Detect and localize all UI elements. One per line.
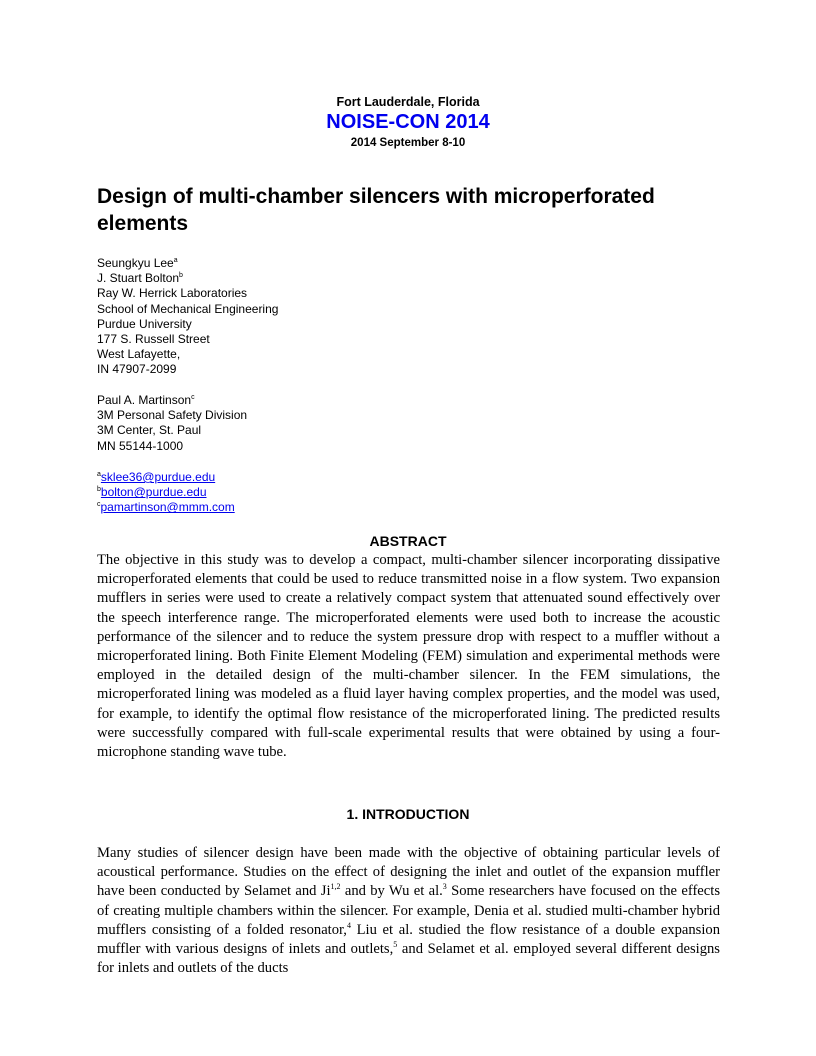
email-link[interactable]: bolton@purdue.edu — [100, 485, 207, 500]
citation-superscript: 3 — [442, 882, 447, 892]
author-line — [97, 271, 278, 286]
author-name: Seungkyu Lee — [97, 256, 174, 270]
abstract-heading: ABSTRACT — [369, 533, 447, 549]
paper-title: Design of multi-chamber silencers with microperforated elements — [97, 185, 655, 235]
affiliation-line: 3M Personal Safety Division — [97, 408, 248, 423]
email-link[interactable]: sklee36@purdue.edu — [100, 470, 216, 484]
affiliation-line: Ray W. Herrick Laboratories — [97, 286, 248, 301]
citation-superscript: 5 — [393, 940, 398, 950]
email-superscript: c — [97, 501, 101, 509]
intro-text-segment: and Selamet et al. employed several different designs for inlets and outlets of the ducts — [97, 941, 720, 977]
author-superscript: b — [179, 272, 183, 280]
intro-text-segment: and by Wu et al. — [340, 883, 443, 900]
introduction-heading: 1. INTRODUCTION — [346, 806, 470, 822]
affiliation-line: West Lafayette, — [97, 347, 181, 362]
author-name: Paul A. Martinson — [97, 393, 192, 407]
affiliation-line: Purdue University — [97, 316, 192, 331]
affiliation-line: 3M Center, St. Paul — [97, 423, 202, 438]
author-superscript: a — [173, 257, 178, 264]
author-block-2 — [97, 393, 247, 454]
email-line — [97, 485, 235, 500]
author-block — [97, 256, 278, 378]
email-block — [97, 470, 235, 516]
conference-dates: 2014 September 8-10 — [350, 137, 466, 149]
citation-superscript: 1,2 — [330, 882, 341, 892]
affiliation-line: School of Mechanical Engineering — [97, 301, 279, 316]
introduction-text — [97, 844, 720, 978]
author-line — [97, 256, 278, 271]
email-line — [97, 470, 235, 485]
email-line — [97, 500, 235, 515]
citation-superscript: 4 — [346, 920, 351, 930]
intro-text-segment: Some researchers have focused on the effects of creating multiple chambers within the silencer. For example, Denia et al. studied multi-chamber hybrid mufflers consisting of a folded resonator, — [97, 883, 720, 938]
affiliation-line: IN 47907-2099 — [97, 362, 177, 377]
affiliation-line: 177 S. Russell Street — [97, 332, 210, 347]
intro-text-segment: Many studies of silencer design have been made with the objective of obtaining particular levels of acoustical performance. Studies on the effect of designing the inlet and outlet of the expansion muffler have been conducted by Selamet and Ji — [97, 845, 720, 900]
email-link[interactable]: pamartinson@mmm.com — [100, 500, 235, 515]
conference-location: Fort Lauderdale, Florida — [336, 95, 480, 109]
conference-name: NOISE-CON 2014 — [326, 111, 490, 133]
author-line — [97, 393, 247, 408]
intro-text-segment: Liu et al. studied the flow resistance of a double expansion muffler with various designs of inlets and outlets, — [97, 921, 720, 958]
abstract-text: The objective in this study was to develop a compact, multi-chamber silencer incorporating dissipative microperforated elements that could be used to reduce transmitted noise in a flow system. Two expansion mufflers in series were used to create a relatively compact system that attenuated sound effectively over the speech interference range. The microperforated elements were used both to increase the acoustic performance of the silencer and to reduce the system pressure drop with respect to a muffler without a microperforated lining. Both Finite Element Modeling (FEM) simulation and experimental methods were employed in the detailed design of the multi-chamber silencer. In the FEM simulations, the microperforated lining was modeled as a fluid layer having complex properties, and the model was used, for example, to identify the optimal flow resistance of the microperforated lining. The predicted results were successfully compared with full-scale experimental results that were obtained by using a four-microphone standing wave tube. — [97, 552, 720, 761]
author-superscript: c — [191, 394, 195, 401]
email-superscript: b — [97, 486, 101, 494]
author-name: J. Stuart Bolton — [97, 271, 180, 286]
affiliation-line: MN 55144-1000 — [97, 438, 184, 453]
email-superscript: a — [97, 471, 101, 478]
